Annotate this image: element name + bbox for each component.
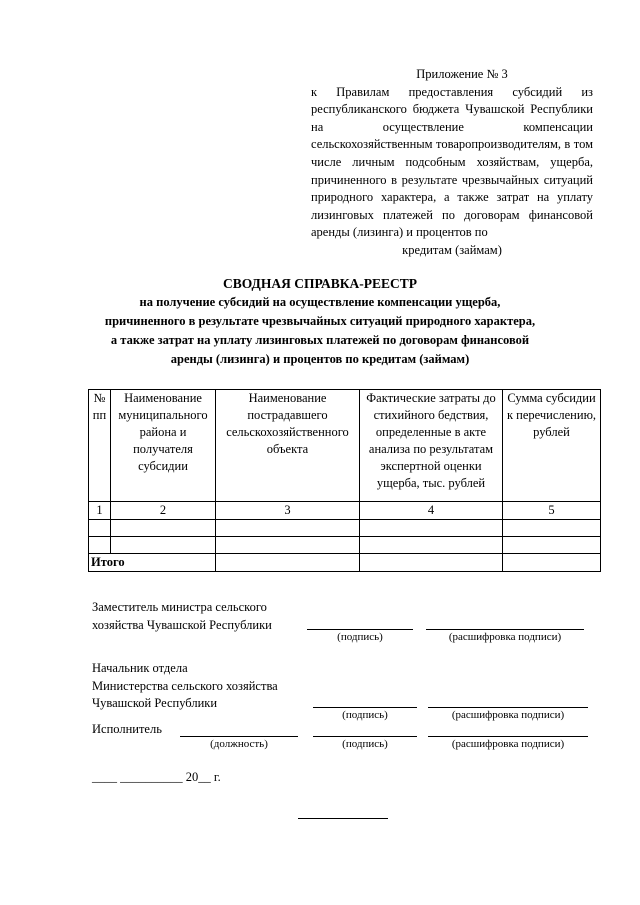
table-cell: [111, 537, 216, 554]
column-number: 2: [111, 502, 216, 520]
table-cell: [216, 537, 360, 554]
subtitle-line: а также затрат на уплату лизинговых платежей по договорам финансовой: [110, 333, 530, 347]
caption-position: (должность): [210, 738, 268, 750]
column-number: 5: [503, 502, 601, 520]
table-cell: [360, 520, 503, 537]
signature-line: [313, 736, 417, 737]
deputy-minister-title: [92, 599, 272, 634]
total-row: [89, 554, 601, 572]
signature-line: [307, 629, 413, 630]
header-cell-subsidy: Сумма субсидии к перечислению, рублей: [503, 390, 601, 502]
head-title-line: Чувашской Республики: [92, 696, 218, 710]
caption-signature: (подпись): [342, 738, 388, 750]
document-title-block: [60, 274, 580, 369]
table-row: [89, 537, 601, 554]
deputy-title-line: хозяйства Чувашской Республики: [92, 617, 272, 632]
table-cell: [216, 554, 360, 572]
position-line: [180, 736, 298, 737]
date-line: ____ __________ 20__ г.: [92, 770, 221, 784]
column-number: 3: [216, 502, 360, 520]
header-cell-costs: Фактические затраты до стихийного бедствия, определенные в акте анализа по результатам экспертной оценки ущерба, тыс. рублей: [360, 390, 503, 502]
head-title-line: Министерства сельского хозяйства: [92, 678, 278, 693]
caption-signature: (подпись): [337, 631, 383, 643]
appendix-block: [311, 66, 593, 260]
table-cell: [360, 537, 503, 554]
table-cell: [111, 520, 216, 537]
decoding-line: [426, 629, 584, 630]
header-cell-number: № пп: [89, 390, 111, 502]
decoding-line: [428, 707, 588, 708]
total-label: Итого: [89, 554, 216, 572]
table-cell: [89, 520, 111, 537]
caption-decoding: (расшифровка подписи): [451, 738, 565, 750]
caption-signature: (подпись): [342, 709, 388, 721]
subtitle-line: аренды (лизинга) и процентов по кредитам (займам): [170, 352, 470, 366]
document-title: СВОДНАЯ СПРАВКА-РЕЕСТР: [222, 276, 418, 291]
table-row: [89, 520, 601, 537]
caption-decoding: (расшифровка подписи): [448, 631, 562, 643]
head-title-line: Начальник отдела: [92, 661, 188, 675]
decoding-line: [428, 736, 588, 737]
footer-divider: [298, 818, 388, 819]
executor-label: Исполнитель: [92, 722, 162, 736]
registry-table: [88, 389, 601, 572]
table-cell: [503, 520, 601, 537]
subtitle-line: на получение субсидий на осуществление компенсации ущерба,: [139, 295, 501, 309]
appendix-last-line: кредитам (займам): [402, 242, 502, 257]
caption-decoding: (расшифровка подписи): [451, 709, 565, 721]
deputy-title-line: Заместитель министра сельского: [92, 600, 267, 614]
department-head-title: [92, 660, 278, 713]
appendix-title: Приложение № 3: [416, 67, 508, 81]
subtitle-line: причиненного в результате чрезвычайных ситуаций природного характера,: [104, 314, 536, 328]
table-header-row: [89, 390, 601, 502]
header-cell-object: Наименование пострадавшего сельскохозяйственного объекта: [216, 390, 360, 502]
table-cell: [216, 520, 360, 537]
header-cell-district: Наименование муниципального района и получателя субсидии: [111, 390, 216, 502]
column-number: 1: [89, 502, 111, 520]
table-cell: [89, 537, 111, 554]
table-cell: [503, 537, 601, 554]
appendix-body: к Правилам предоставления субсидий из республиканского бюджета Чувашской Республики на осуществление компенсации сельскохозяйственным товаропроизводителям, в том числе личным подсобным хозяйствам, ущерба, причиненного в результате чрезвычайных ситуаций природного характера, а также затрат на уплату лизинговых платежей по договорам финансовой аренды (лизинга) и процентов по: [311, 84, 593, 240]
table-cell: [360, 554, 503, 572]
column-number-row: [89, 502, 601, 520]
table-cell: [503, 554, 601, 572]
signature-line: [313, 707, 417, 708]
column-number: 4: [360, 502, 503, 520]
